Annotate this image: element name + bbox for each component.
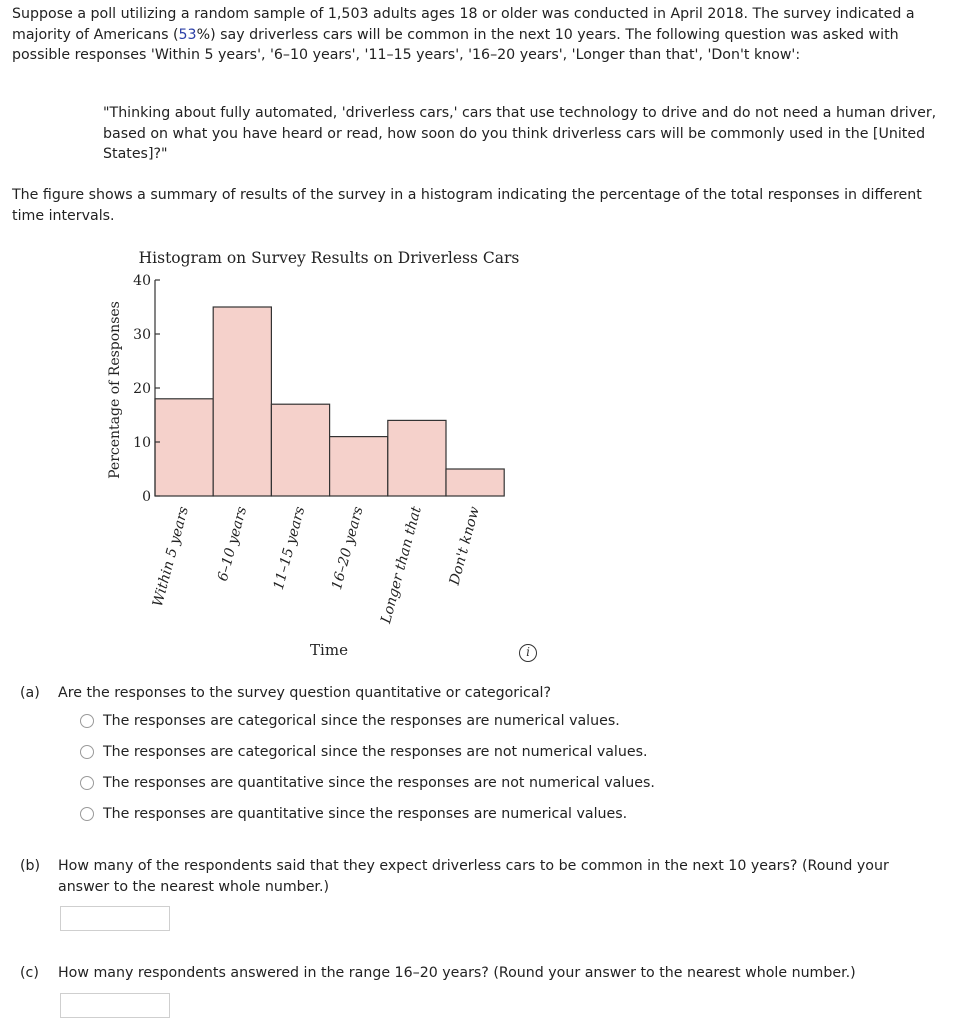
question-a-tag: (a) — [20, 685, 40, 701]
x-tick-label: Within 5 years — [149, 504, 192, 609]
x-tick-label: 16–20 years — [328, 504, 367, 592]
option-2-label[interactable]: The responses are categorical since the responses are not numerical values. — [103, 744, 648, 760]
question-a-text: Are the responses to the survey question quantitative or categorical? — [58, 685, 552, 701]
option-4-label[interactable]: The responses are quantitative since the responses are numerical values. — [103, 806, 628, 822]
question-a — [20, 683, 940, 705]
x-axis-label: Time — [310, 641, 348, 659]
x-tick-label: Longer than that — [378, 504, 425, 626]
majority-percent-value: 53 — [178, 26, 197, 43]
y-tick-label: 0 — [142, 489, 151, 505]
chart-title: Histogram on Survey Results on Driverless Cars — [138, 249, 520, 267]
x-tick-label: 6–10 years — [214, 504, 251, 584]
question-c — [20, 963, 945, 985]
option-4[interactable] — [78, 804, 778, 835]
option-1-label[interactable]: The responses are categorical since the responses are numerical values. — [103, 713, 620, 729]
answer-input-c[interactable] — [60, 993, 170, 1018]
histogram-bar — [155, 399, 213, 496]
histogram-figure — [0, 240, 560, 670]
y-tick-label: 10 — [133, 435, 151, 451]
y-axis-label: Percentage of Responses — [107, 301, 123, 479]
question-c-text: How many respondents answered in the range 16–20 years? (Round your answer to the nearest whole number.) — [58, 965, 856, 981]
figure-summary: The figure shows a summary of results of the survey in a histogram indicating the percentage of the total responses in different time intervals. — [12, 187, 922, 224]
x-tick-label: 11–15 years — [270, 504, 309, 592]
y-tick-label: 30 — [133, 327, 151, 343]
problem-intro — [12, 4, 947, 66]
answer-input-b[interactable] — [60, 906, 170, 931]
histogram-chart — [0, 240, 560, 670]
radio-option-3[interactable] — [80, 776, 94, 790]
y-tick-label: 40 — [133, 273, 151, 289]
question-a-options — [78, 711, 778, 835]
option-2[interactable] — [78, 742, 778, 773]
survey-question-quote: "Thinking about fully automated, 'driverless cars,' cars that use technology to drive and do not need a human driver, based on what you have heard or read, how soon do you think driverless cars will be commonly used in the [United States]?" — [103, 105, 937, 162]
question-c-tag: (c) — [20, 965, 39, 981]
radio-option-4[interactable] — [80, 807, 94, 821]
question-b — [20, 856, 945, 900]
option-3-label[interactable]: The responses are quantitative since the responses are not numerical values. — [103, 775, 655, 791]
radio-option-1[interactable] — [80, 714, 94, 728]
question-b-text: How many of the respondents said that they expect driverless cars to be common in the next 10 years? (Round your answer to the nearest whole number.) — [58, 858, 889, 895]
histogram-bar — [446, 469, 504, 496]
x-tick-label: Don't know — [446, 504, 483, 587]
question-b-tag: (b) — [20, 858, 41, 874]
option-3[interactable] — [78, 773, 778, 804]
histogram-bar — [388, 420, 446, 496]
option-1[interactable] — [78, 711, 778, 742]
histogram-bar — [271, 404, 329, 496]
intro-text-2: %) say driverless cars will be common in the next 10 years. The following question was asked with possible responses 'Within 5 years', '6–10 years', '11–15 years', '16–20 years', 'Longer than that', 'Don't know': — [12, 26, 899, 63]
intro-text-1: Suppose a poll utilizing a random sample of 1,503 adults ages 18 or older was conducted in April 2018. The survey indicated a majority of Americans ( — [12, 6, 915, 43]
y-tick-label: 20 — [133, 381, 151, 397]
histogram-bar — [330, 437, 388, 496]
info-icon[interactable]: i — [519, 644, 537, 662]
histogram-bar — [213, 307, 271, 496]
radio-option-2[interactable] — [80, 745, 94, 759]
